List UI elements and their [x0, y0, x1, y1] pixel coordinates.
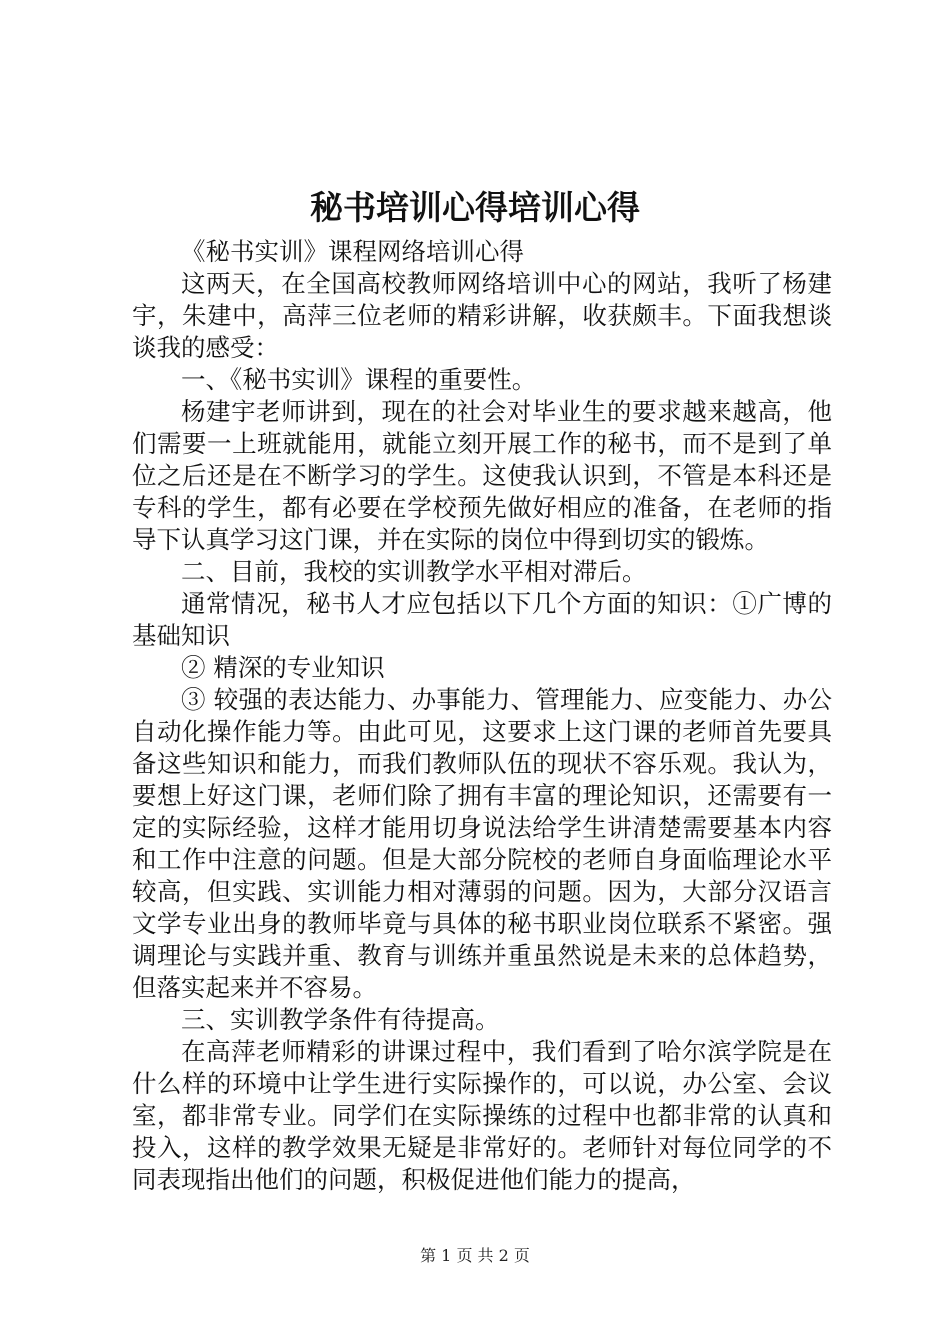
page-footer: 第 1 页 共 2 页 [420, 1246, 530, 1265]
paragraph-knowledge-list: 通常情况，秘书人才应包括以下几个方面的知识：①广博的基础知识 [132, 589, 832, 650]
document-body [132, 236, 832, 1196]
paragraph-section-3: 在高萍老师精彩的讲课过程中，我们看到了哈尔滨学院是在什么样的环境中让学生进行实际操作的，可以说，办公室、会议室，都非常专业。同学们在实际操练的过程中也都非常的认真和投入，这样的教学效果无疑是非常好的。老师针对每位同学的不同表现指出他们的问题，积极促进他们能力的提高， [132, 1037, 832, 1194]
paragraph-course-heading: 《秘书实训》课程网络培训心得 [181, 237, 524, 266]
paragraph-list-item-3: ③ 较强的表达能力、办事能力、管理能力、应变能力、办公自动化操作能力等。由此可见，这要求上这门课的老师首先要具备这些知识和能力，而我们教师队伍的现状不容乐观。我认为，要想上好这门课，老师们除了拥有丰富的理论知识，还需要有一定的实际经验，这样才能用切身说法给学生讲清楚需要基本内容和工作中注意的问题。但是大部分院校的老师自身面临理论水平较高，但实践、实训能力相对薄弱的问题。因为，大部分汉语言文学专业出身的教师毕竟与具体的秘书职业岗位联系不紧密。强调理论与实践并重、教育与训练并重虽然说是未来的总体趋势，但落实起来并不容易。 [132, 685, 832, 1002]
paragraph-section-1: 杨建宇老师讲到，现在的社会对毕业生的要求越来越高，他们需要一上班就能用，就能立刻开展工作的秘书，而不是到了单位之后还是在不断学习的学生。这使我认识到，不管是本科还是专科的学生，都有必要在学校预先做好相应的准备，在老师的指导下认真学习这门课，并在实际的岗位中得到切实的锻炼。 [132, 397, 832, 554]
document-title: 秘书培训心得培训心得 [310, 188, 640, 227]
paragraph-intro: 这两天，在全国高校教师网络培训中心的网站，我听了杨建宇，朱建中，高萍三位老师的精彩讲解，收获颇丰。下面我想谈谈我的感受： [132, 269, 832, 362]
section-heading-3: 三、实训教学条件有待提高。 [181, 1005, 500, 1034]
section-heading-2: 二、目前，我校的实训教学水平相对滞后。 [181, 557, 647, 586]
section-heading-1: 一、《秘书实训》课程的重要性。 [181, 365, 537, 394]
paragraph-list-item-2: ② 精深的专业知识 [181, 653, 385, 682]
